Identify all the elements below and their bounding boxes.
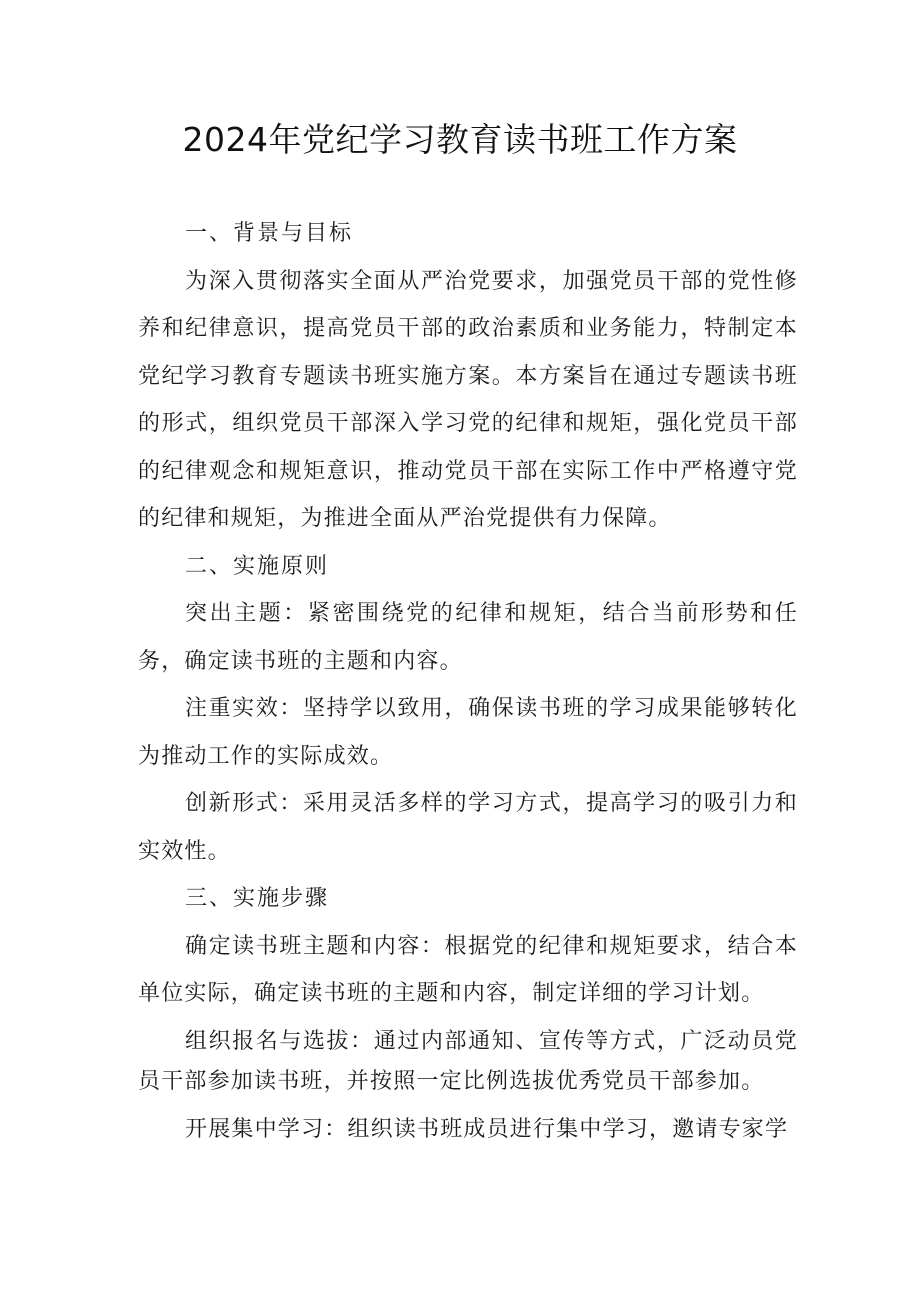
section-heading-principles: 二、实施原则 bbox=[185, 553, 330, 579]
document-title: 2024年党纪学习教育读书班工作方案 bbox=[182, 120, 738, 159]
paragraph-centralized-study: 开展集中学习：组织读书班成员进行集中学习，邀请专家学 bbox=[185, 1116, 789, 1142]
paragraph-registration: 组织报名与选拔：通过内部通知、宣传等方式，广泛动员党员干部参加读书班，并按照一定比例选拔优秀党员干部参加。 bbox=[138, 1028, 798, 1094]
document-body bbox=[138, 210, 798, 1153]
paragraph-background: 为深入贯彻落实全面从严治党要求，加强党员干部的党性修养和纪律意识，提高党员干部的政治素质和业务能力，特制定本党纪学习教育专题读书班实施方案。本方案旨在通过专题读书班的形式，组织党员干部深入学习党的纪律和规矩，强化党员干部的纪律观念和规矩意识，推动党员干部在实际工作中严格遵守党的纪律和规矩，为推进全面从严治党提供有力保障。 bbox=[138, 268, 798, 531]
section-heading-background: 一、背景与目标 bbox=[185, 221, 354, 246]
paragraph-innovate-forms: 创新形式：采用灵活多样的学习方式，提高学习的吸引力和实效性。 bbox=[138, 791, 798, 864]
paragraph-focus-results: 注重实效：坚持学以致用，确保读书班的学习成果能够转化为推动工作的实际成效。 bbox=[138, 696, 798, 769]
section-heading-steps: 三、实施步骤 bbox=[185, 886, 330, 911]
paragraph-highlight-theme: 突出主题：紧密围绕党的纪律和规矩，结合当前形势和任务，确定读书班的主题和内容。 bbox=[138, 601, 798, 674]
paragraph-determine-theme: 确定读书班主题和内容：根据党的纪律和规矩要求，结合本单位实际，确定读书班的主题和内容，制定详细的学习计划。 bbox=[138, 933, 798, 1006]
